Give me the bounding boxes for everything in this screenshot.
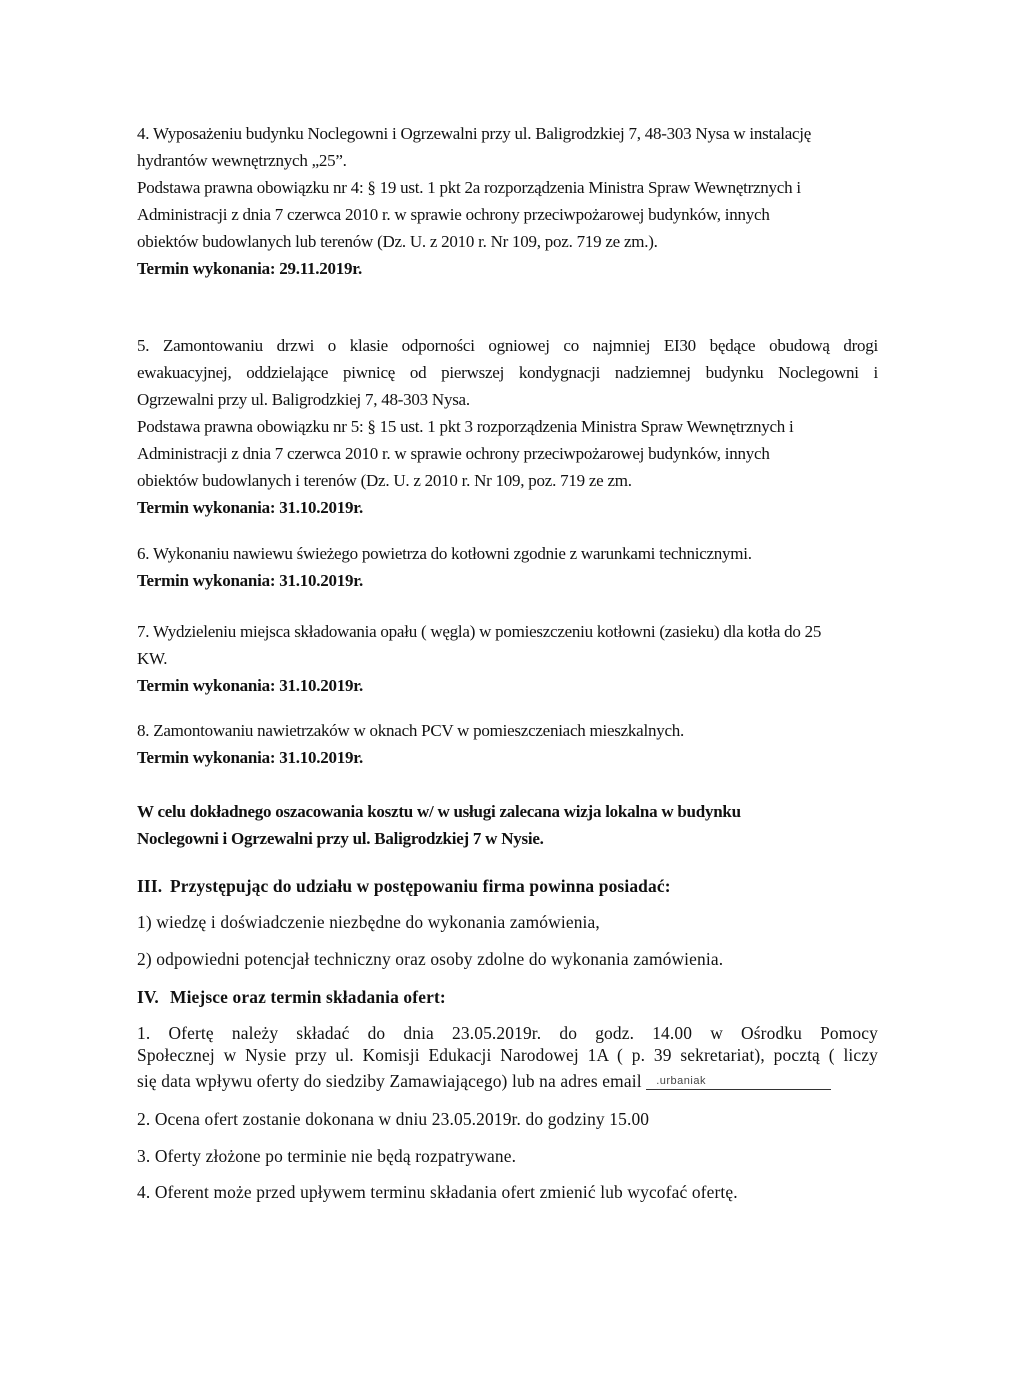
section-4-item-1-line-1: 1. Ofertę należy składać do dnia 23.05.2019r. do godz. 14.00 w Ośrodku Pomocy: [137, 1023, 878, 1043]
section-4-item-4: 4. Oferent może przed upływem terminu składania ofert zmienić lub wycofać ofertę.: [137, 1182, 738, 1202]
section-4-item-2: 2. Ocena ofert zostanie dokonana w dniu 23.05.2019r. do godziny 15.00: [137, 1109, 650, 1129]
section-3-number: III.: [137, 876, 163, 896]
item-4-line-1: 4. Wyposażeniu budynku Noclegowni i Ogrzewalni przy ul. Baligrodzkiej 7, 48-303 Nysa w instalację: [137, 124, 812, 143]
item-5-line-2: ewakuacyjnej, oddzielające piwnicę od pierwszej kondygnacji nadziemnej budynku Noclegowni i: [137, 363, 878, 382]
section-4-heading-text: Miejsce oraz termin składania ofert:: [170, 987, 446, 1007]
email-address-field: [646, 1071, 831, 1087]
item-4-line-2: hydrantów wewnętrznych „25”.: [137, 151, 347, 170]
section-3-item-2: 2) odpowiedni potencjał techniczny oraz osoby zdolne do wykonania zamówienia.: [137, 949, 724, 969]
section-3-item-1: 1) wiedzę i doświadczenie niezbędne do wykonania zamówienia,: [137, 912, 600, 932]
site-visit-notice-line-2: Noclegowni i Ogrzewalni przy ul. Baligrodzkiej 7 w Nysie.: [137, 829, 544, 848]
section-3-heading-text: Przystępując do udziału w postępowaniu firma powinna posiadać:: [170, 876, 671, 896]
site-visit-notice-line-1: W celu dokładnego oszacowania kosztu w/ w usługi zalecana wizja lokalna w budynku: [137, 802, 741, 821]
item-4-legal-basis-line-2: Administracji z dnia 7 czerwca 2010 r. w sprawie ochrony przeciwpożarowej budynków, innych: [137, 205, 770, 224]
item-8-deadline: Termin wykonania: 31.10.2019r.: [137, 748, 363, 767]
item-5-legal-basis-line-1: Podstawa prawna obowiązku nr 5: § 15 ust. 1 pkt 3 rozporządzenia Ministra Spraw Wewnętrznych i: [137, 417, 794, 436]
section-4-number: IV.: [137, 987, 159, 1007]
item-5-line-3: Ogrzewalni przy ul. Baligrodzkiej 7, 48-303 Nysa.: [137, 390, 470, 409]
item-5-deadline: Termin wykonania: 31.10.2019r.: [137, 498, 363, 517]
section-4-heading: [137, 989, 446, 1006]
section-3-heading: [137, 878, 671, 895]
section-4-item-1-line-2: Społecznej w Nysie przy ul. Komisji Edukacji Narodowej 1A ( p. 39 sekretariat), pocztą ( liczy: [137, 1045, 878, 1065]
item-7-line-1: 7. Wydzieleniu miejsca składowania opału ( węgla) w pomieszczeniu kotłowni (zasieku) dla kotła do 25: [137, 622, 822, 641]
item-5-legal-basis-line-3: obiektów budowlanych i terenów (Dz. U. z 2010 r. Nr 109, poz. 719 ze zm.: [137, 471, 632, 490]
item-7-deadline: Termin wykonania: 31.10.2019r.: [137, 676, 363, 695]
item-5-legal-basis-line-2: Administracji z dnia 7 czerwca 2010 r. w sprawie ochrony przeciwpożarowej budynków, innych: [137, 444, 770, 463]
item-6-deadline: Termin wykonania: 31.10.2019r.: [137, 571, 363, 590]
item-6-line-1: 6. Wykonaniu nawiewu świeżego powietrza do kotłowni zgodnie z warunkami technicznymi.: [137, 544, 752, 563]
item-4-legal-basis-line-3: obiektów budowlanych lub terenów (Dz. U. z 2010 r. Nr 109, poz. 719 ze zm.).: [137, 232, 658, 251]
item-8-line-1: 8. Zamontowaniu nawietrzaków w oknach PCV w pomieszczeniach mieszkalnych.: [137, 721, 684, 740]
email-address-partial: .urbaniak: [656, 1075, 706, 1087]
item-4-deadline: Termin wykonania: 29.11.2019r.: [137, 259, 363, 278]
item-4-legal-basis-line-1: Podstawa prawna obowiązku nr 4: § 19 ust. 1 pkt 2a rozporządzenia Ministra Spraw Wewnętrznych i: [137, 178, 801, 197]
item-5-line-1: 5. Zamontowaniu drzwi o klasie odporności ogniowej co najmniej EI30 będące obudową drogi: [137, 336, 878, 355]
item-7-line-2: KW.: [137, 649, 168, 668]
section-4-item-1-line-3-text: się data wpływu oferty do siedziby Zamawiającego) lub na adres email: [137, 1071, 642, 1091]
section-4-item-1-line-3: [137, 1071, 831, 1090]
section-4-item-3: 3. Oferty złożone po terminie nie będą rozpatrywane.: [137, 1146, 517, 1166]
